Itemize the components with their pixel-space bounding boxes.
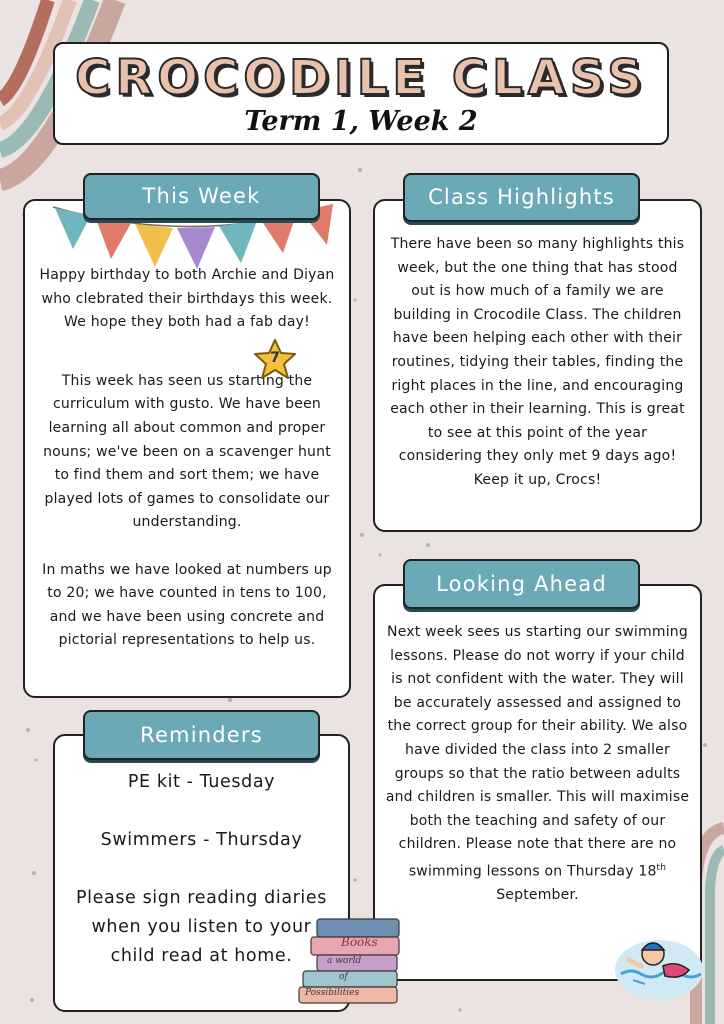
looking-ahead-superscript: th xyxy=(656,862,667,873)
book-label: Books xyxy=(341,935,378,949)
class-highlights-card xyxy=(373,199,702,532)
book-label: Possibilities xyxy=(305,988,360,998)
this-week-paragraph: This week has seen us starting the curriculum with gusto. We have been learning all about common and proper nouns; we've been on a scavenger hunt to find them and sort them; we have played lots of games to consolidate our understanding. xyxy=(43,372,331,531)
reminder-item: Please sign reading diaries when you listen to your child read at home. xyxy=(76,888,327,966)
swimmer-icon xyxy=(611,930,707,1006)
book-label: a world xyxy=(327,956,362,966)
reminders-heading: Reminders xyxy=(83,710,320,760)
looking-ahead-text xyxy=(385,621,690,908)
reminder-item: Swimmers - Thursday xyxy=(100,830,303,850)
page-title: CROCODILE CLASS xyxy=(75,50,647,106)
star-badge-icon xyxy=(253,338,297,382)
looking-ahead-end: September. xyxy=(496,887,579,904)
reminder-item: PE kit - Tuesday xyxy=(127,772,276,792)
this-week-paragraph: In maths we have looked at numbers up to 20; we have counted in tens to 100, and we have been using concrete and pictorial representations to help us. xyxy=(42,561,332,649)
looking-ahead-main: Next week sees us starting our swimming lessons. Please do not worry if your child is not confident with the water. They will be accurately assessed and assigned to the correct group for their ability. We also have divided the class into 2 smaller groups so that the ratio between adults and children is smaller. This will maximise both the teaching and safety of our children. Please note that there are no swimming lessons on Thursday 18 xyxy=(385,624,690,880)
this-week-heading: This Week xyxy=(83,173,320,220)
title-banner xyxy=(53,42,669,145)
looking-ahead-card xyxy=(373,584,702,981)
page-subtitle: Term 1, Week 2 xyxy=(244,106,478,137)
book-stack-icon xyxy=(297,915,403,1005)
class-highlights-text: There have been so many highlights this week, but the one thing that has stood out is how much of a family we are building in Crocodile Class. The children have been helping each other with their routines, tidying their tables, finding the right places in the line, and encouraging each other in their learning. This is great to see at this point of the year considering they only met 9 days ago! Keep it up, Crocs! xyxy=(390,236,685,488)
star-badge-number: 7 xyxy=(270,350,280,366)
class-highlights-heading: Class Highlights xyxy=(403,173,640,222)
this-week-card xyxy=(23,199,351,698)
looking-ahead-heading: Looking Ahead xyxy=(403,559,640,609)
book-label: of xyxy=(339,972,348,982)
this-week-paragraph: Happy birthday to both Archie and Diyan who clebrated their birthdays this week. We hope they both had a fab day! xyxy=(39,267,335,331)
